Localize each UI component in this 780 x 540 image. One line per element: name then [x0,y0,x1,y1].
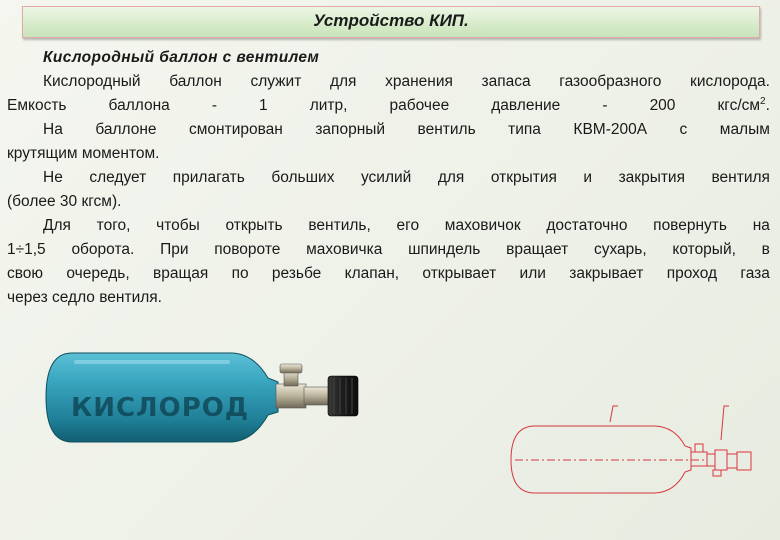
word: запаса [481,73,531,90]
word: вращая [153,265,209,282]
word: сухарь, [593,241,647,258]
word: повороте [214,241,281,258]
word: Не [43,169,63,186]
word: На [43,121,63,138]
word: вентиль [417,121,476,138]
word: по [231,265,249,282]
word: 200 [649,97,676,114]
word: баллоне [95,121,157,138]
word: кислорода. [690,73,770,90]
word: для [437,169,465,186]
word: рабочее [389,97,450,114]
paragraph-4-line [7,214,770,238]
valve-body [276,384,306,408]
paragraph-4-line [7,286,770,310]
paragraph-4-line [7,262,770,286]
valve-spindle [304,387,330,405]
word: клапан, [344,265,400,282]
drawing-handwheel [737,452,751,470]
superscript: 2 [760,96,766,107]
cylinder-drawing [505,400,770,500]
paragraph-4-line [7,238,770,262]
word: закрывает [569,265,644,282]
word: следует [89,169,147,186]
word: открытия [490,169,557,186]
word: усилий [360,169,412,186]
word: открывает [422,265,497,282]
word: запорный [315,121,386,138]
word: типа [508,121,541,138]
paragraph-1-line [7,70,770,94]
word: газа [740,265,770,282]
unit-with-superscript [717,94,769,118]
word: закрытия [618,169,685,186]
word: чтобы [156,217,200,234]
slide-text [7,46,770,310]
word: открыть [225,217,283,234]
word: маховичок [444,217,521,234]
word: смонтирован [189,121,283,138]
title-bar [22,6,760,38]
word: или [519,265,546,282]
word: резьбе [271,265,322,282]
word: повернуть [653,217,727,234]
word: газообразного [559,73,662,90]
cylinder-label: КИСЛОРОД [70,393,250,423]
word: достаточно [546,217,628,234]
word: крутящим моментом. [7,145,160,162]
word: Емкость [7,97,67,114]
word: давление [491,97,561,114]
word: Кислородный [43,73,141,90]
word: который, [672,241,736,258]
word: и [583,169,593,186]
word: При [160,241,189,258]
word: шпиндель [408,241,481,258]
word: литр, [309,97,348,114]
valve-handwheel [328,376,358,416]
word: на [752,217,770,234]
word: вентиль, [308,217,371,234]
word: вращает [506,241,569,258]
word: баллона [108,97,170,114]
paragraph-3-line [7,166,770,190]
paragraph-2-line [7,142,770,166]
word: маховичка [306,241,383,258]
paragraph-3-line [7,190,770,214]
oxygen-cylinder-photo [42,346,372,446]
word: 1÷1,5 [7,241,46,258]
word: оборота. [71,241,135,258]
valve-outlet [280,364,302,373]
word: КВМ-200А [573,121,648,138]
word: его [396,217,420,234]
slide-title: Устройство КИП. [313,11,469,30]
word: через седло вентиля. [7,289,162,306]
word: вентиля [711,169,770,186]
paragraph-2-line [7,118,770,142]
word: свою [7,265,44,282]
word: служит [250,73,302,90]
section-heading [7,46,770,70]
word: с [679,121,688,138]
word: - [602,97,608,114]
section-heading-text: Кислородный баллон с вентилем [43,49,320,66]
word: хранения [385,73,453,90]
word: прилагать [172,169,245,186]
word: проход [666,265,718,282]
word: очередь, [66,265,130,282]
word: того, [96,217,131,234]
word: кгс/см [717,97,761,114]
word: - [211,97,217,114]
word: Для [43,217,71,234]
word: в [761,241,770,258]
paragraph-1-line [7,94,770,118]
word: баллон [169,73,222,90]
word: для [329,73,357,90]
word: малым [719,121,770,138]
word: (более 30 кгсм). [7,193,122,210]
sentence-end: . [765,97,770,114]
word: 1 [259,97,268,114]
word: больших [271,169,335,186]
